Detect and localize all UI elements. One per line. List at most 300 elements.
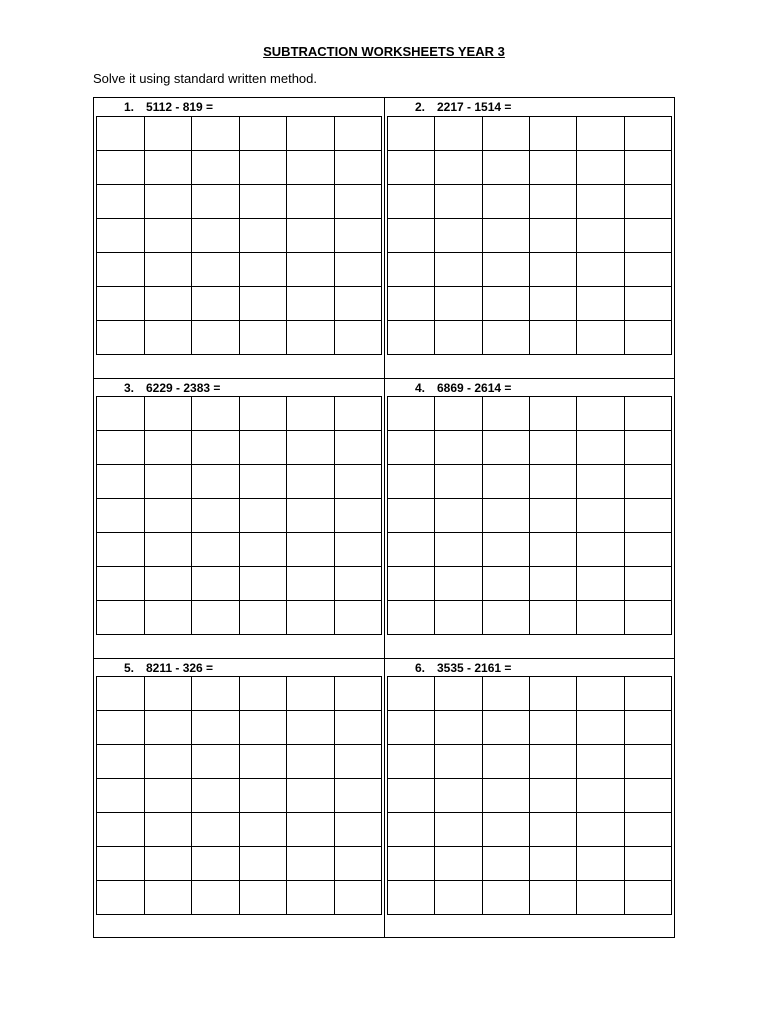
grid-cell[interactable] (577, 185, 624, 219)
grid-row (388, 745, 672, 779)
grid-cell[interactable] (435, 779, 482, 813)
grid-cell[interactable] (529, 151, 576, 185)
grid-cell[interactable] (577, 711, 624, 745)
grid-cell[interactable] (624, 117, 671, 151)
grid-cell[interactable] (388, 601, 435, 635)
grid-cell[interactable] (624, 847, 671, 881)
grid-row (97, 677, 382, 711)
problem-cell-3 (94, 379, 384, 658)
grid-cell[interactable] (192, 847, 240, 881)
grid-cell[interactable] (435, 397, 482, 431)
grid-cell[interactable] (577, 287, 624, 321)
grid-cell[interactable] (287, 567, 335, 601)
grid-cell[interactable] (435, 847, 482, 881)
grid-cell[interactable] (97, 253, 145, 287)
grid-cell[interactable] (529, 779, 576, 813)
grid-cell[interactable] (287, 321, 335, 355)
grid-cell[interactable] (239, 533, 287, 567)
grid-cell[interactable] (435, 117, 482, 151)
grid-row (97, 117, 382, 151)
grid-cell[interactable] (192, 219, 240, 253)
grid-cell[interactable] (239, 431, 287, 465)
grid-cell[interactable] (577, 677, 624, 711)
grid-cell[interactable] (482, 397, 529, 431)
grid-cell[interactable] (435, 253, 482, 287)
grid-cell[interactable] (144, 117, 192, 151)
grid-cell[interactable] (435, 151, 482, 185)
grid-cell[interactable] (239, 677, 287, 711)
grid-cell[interactable] (529, 185, 576, 219)
grid-row (388, 533, 672, 567)
problem-cell-1 (94, 98, 384, 378)
grid-cell[interactable] (482, 117, 529, 151)
grid-cell[interactable] (388, 117, 435, 151)
grid-cell[interactable] (192, 813, 240, 847)
grid-cell[interactable] (435, 499, 482, 533)
grid-row (388, 185, 672, 219)
grid-cell[interactable] (97, 745, 145, 779)
grid-cell[interactable] (529, 431, 576, 465)
grid-cell[interactable] (97, 533, 145, 567)
grid-cell[interactable] (144, 465, 192, 499)
grid-cell[interactable] (334, 779, 382, 813)
grid-cell[interactable] (192, 881, 240, 915)
grid-cell[interactable] (287, 465, 335, 499)
grid-cell[interactable] (97, 881, 145, 915)
grid-cell[interactable] (239, 847, 287, 881)
grid-cell[interactable] (97, 151, 145, 185)
grid-cell[interactable] (624, 813, 671, 847)
grid-cell[interactable] (435, 745, 482, 779)
grid-cell[interactable] (529, 397, 576, 431)
grid-cell[interactable] (388, 219, 435, 253)
grid-cell[interactable] (192, 253, 240, 287)
grid-cell[interactable] (144, 397, 192, 431)
grid-cell[interactable] (624, 253, 671, 287)
grid-cell[interactable] (482, 151, 529, 185)
grid-cell[interactable] (577, 745, 624, 779)
grid-cell[interactable] (624, 219, 671, 253)
grid-cell[interactable] (144, 711, 192, 745)
grid-cell[interactable] (97, 711, 145, 745)
grid-cell[interactable] (482, 677, 529, 711)
problem-label (124, 381, 220, 395)
grid-cell[interactable] (192, 117, 240, 151)
grid-cell[interactable] (577, 321, 624, 355)
grid-cell[interactable] (97, 567, 145, 601)
grid-cell[interactable] (624, 185, 671, 219)
grid-cell[interactable] (435, 431, 482, 465)
grid-row (388, 847, 672, 881)
problem-number: 6. (415, 661, 426, 675)
problem-number: 2. (415, 100, 426, 114)
grid-cell[interactable] (287, 601, 335, 635)
grid-row (97, 847, 382, 881)
problem-expression: 3535 - 2161 = (437, 661, 512, 675)
grid-cell[interactable] (334, 711, 382, 745)
answer-grid[interactable] (387, 396, 672, 635)
grid-cell[interactable] (482, 881, 529, 915)
grid-cell[interactable] (624, 321, 671, 355)
grid-cell[interactable] (435, 881, 482, 915)
grid-cell[interactable] (239, 601, 287, 635)
grid-cell[interactable] (435, 321, 482, 355)
grid-row (388, 287, 672, 321)
grid-row (97, 465, 382, 499)
grid-row (388, 219, 672, 253)
grid-cell[interactable] (144, 601, 192, 635)
grid-cell[interactable] (529, 881, 576, 915)
grid-cell[interactable] (287, 711, 335, 745)
grid-cell[interactable] (482, 533, 529, 567)
grid-row (388, 601, 672, 635)
grid-cell[interactable] (482, 321, 529, 355)
grid-cell[interactable] (192, 151, 240, 185)
grid-cell[interactable] (334, 397, 382, 431)
grid-cell[interactable] (577, 847, 624, 881)
grid-cell[interactable] (529, 287, 576, 321)
grid-cell[interactable] (577, 533, 624, 567)
answer-grid[interactable] (96, 396, 382, 635)
grid-cell[interactable] (97, 321, 145, 355)
grid-cell[interactable] (529, 711, 576, 745)
grid-cell[interactable] (482, 465, 529, 499)
grid-cell[interactable] (529, 117, 576, 151)
grid-cell[interactable] (144, 151, 192, 185)
grid-cell[interactable] (144, 567, 192, 601)
grid-cell[interactable] (144, 533, 192, 567)
grid-cell[interactable] (388, 151, 435, 185)
grid-cell[interactable] (577, 881, 624, 915)
grid-cell[interactable] (287, 219, 335, 253)
grid-cell[interactable] (192, 185, 240, 219)
grid-cell[interactable] (388, 253, 435, 287)
grid-cell[interactable] (624, 567, 671, 601)
grid-cell[interactable] (577, 567, 624, 601)
problem-number: 3. (124, 381, 135, 395)
grid-cell[interactable] (192, 465, 240, 499)
grid-cell[interactable] (388, 711, 435, 745)
grid-cell[interactable] (239, 881, 287, 915)
grid-cell[interactable] (334, 499, 382, 533)
grid-cell[interactable] (435, 677, 482, 711)
grid-cell[interactable] (97, 779, 145, 813)
grid-cell[interactable] (334, 465, 382, 499)
grid-cell[interactable] (239, 397, 287, 431)
grid-cell[interactable] (334, 601, 382, 635)
grid-cell[interactable] (334, 321, 382, 355)
grid-cell[interactable] (97, 397, 145, 431)
grid-cell[interactable] (624, 745, 671, 779)
grid-cell[interactable] (192, 567, 240, 601)
grid-cell[interactable] (334, 287, 382, 321)
grid-cell[interactable] (239, 219, 287, 253)
grid-cell[interactable] (144, 813, 192, 847)
grid-cell[interactable] (287, 117, 335, 151)
grid-cell[interactable] (624, 533, 671, 567)
grid-row (388, 677, 672, 711)
grid-cell[interactable] (435, 219, 482, 253)
grid-cell[interactable] (624, 499, 671, 533)
grid-cell[interactable] (482, 601, 529, 635)
grid-cell[interactable] (577, 813, 624, 847)
grid-cell[interactable] (577, 397, 624, 431)
grid-cell[interactable] (334, 847, 382, 881)
grid-cell[interactable] (624, 431, 671, 465)
grid-cell[interactable] (529, 219, 576, 253)
grid-cell[interactable] (97, 117, 145, 151)
grid-cell[interactable] (97, 465, 145, 499)
grid-cell[interactable] (144, 881, 192, 915)
grid-cell[interactable] (144, 779, 192, 813)
grid-cell[interactable] (482, 567, 529, 601)
grid-row (388, 321, 672, 355)
grid-cell[interactable] (97, 813, 145, 847)
grid-cell[interactable] (388, 881, 435, 915)
grid-cell[interactable] (529, 321, 576, 355)
grid-cell[interactable] (192, 397, 240, 431)
grid-cell[interactable] (388, 431, 435, 465)
grid-cell[interactable] (239, 185, 287, 219)
problem-expression: 2217 - 1514 = (437, 100, 512, 114)
grid-cell[interactable] (529, 847, 576, 881)
grid-cell[interactable] (239, 287, 287, 321)
grid-cell[interactable] (388, 813, 435, 847)
grid-cell[interactable] (482, 253, 529, 287)
grid-cell[interactable] (287, 533, 335, 567)
grid-cell[interactable] (529, 567, 576, 601)
grid-cell[interactable] (334, 151, 382, 185)
grid-row (97, 287, 382, 321)
grid-cell[interactable] (388, 567, 435, 601)
grid-cell[interactable] (334, 219, 382, 253)
grid-cell[interactable] (577, 465, 624, 499)
grid-cell[interactable] (435, 185, 482, 219)
grid-cell[interactable] (239, 499, 287, 533)
grid-cell[interactable] (482, 711, 529, 745)
grid-row (97, 601, 382, 635)
grid-cell[interactable] (577, 253, 624, 287)
grid-cell[interactable] (435, 465, 482, 499)
grid-cell[interactable] (388, 397, 435, 431)
grid-cell[interactable] (624, 779, 671, 813)
grid-cell[interactable] (287, 185, 335, 219)
grid-cell[interactable] (388, 185, 435, 219)
grid-cell[interactable] (287, 151, 335, 185)
grid-cell[interactable] (624, 677, 671, 711)
grid-cell[interactable] (97, 677, 145, 711)
grid-cell[interactable] (482, 287, 529, 321)
grid-cell[interactable] (144, 847, 192, 881)
grid-cell[interactable] (624, 711, 671, 745)
grid-cell[interactable] (529, 745, 576, 779)
grid-row (388, 881, 672, 915)
grid-cell[interactable] (287, 745, 335, 779)
grid-cell[interactable] (388, 321, 435, 355)
grid-cell[interactable] (239, 567, 287, 601)
grid-cell[interactable] (144, 219, 192, 253)
problem-label (415, 100, 511, 114)
problem-cell-5 (94, 659, 384, 937)
grid-cell[interactable] (577, 779, 624, 813)
grid-cell[interactable] (287, 813, 335, 847)
grid-cell[interactable] (334, 253, 382, 287)
grid-cell[interactable] (529, 533, 576, 567)
grid-cell[interactable] (624, 465, 671, 499)
answer-grid[interactable] (96, 116, 382, 355)
grid-cell[interactable] (97, 185, 145, 219)
grid-cell[interactable] (192, 711, 240, 745)
grid-cell[interactable] (388, 465, 435, 499)
grid-row (97, 779, 382, 813)
problem-label (124, 100, 213, 114)
grid-cell[interactable] (334, 185, 382, 219)
grid-cell[interactable] (577, 431, 624, 465)
grid-cell[interactable] (239, 711, 287, 745)
grid-cell[interactable] (388, 287, 435, 321)
grid-cell[interactable] (192, 499, 240, 533)
grid-cell[interactable] (144, 677, 192, 711)
grid-cell[interactable] (624, 287, 671, 321)
grid-cell[interactable] (287, 431, 335, 465)
grid-cell[interactable] (482, 847, 529, 881)
grid-cell[interactable] (334, 533, 382, 567)
grid-cell[interactable] (334, 431, 382, 465)
grid-cell[interactable] (239, 321, 287, 355)
grid-row (97, 881, 382, 915)
grid-cell[interactable] (529, 601, 576, 635)
grid-cell[interactable] (287, 287, 335, 321)
grid-cell[interactable] (192, 745, 240, 779)
problem-expression: 6229 - 2383 = (146, 381, 221, 395)
grid-cell[interactable] (435, 813, 482, 847)
grid-cell[interactable] (144, 185, 192, 219)
grid-cell[interactable] (577, 151, 624, 185)
grid-cell[interactable] (287, 397, 335, 431)
grid-cell[interactable] (334, 117, 382, 151)
grid-cell[interactable] (144, 321, 192, 355)
grid-cell[interactable] (334, 677, 382, 711)
grid-row (97, 185, 382, 219)
grid-cell[interactable] (192, 779, 240, 813)
grid-cell[interactable] (577, 117, 624, 151)
grid-cell[interactable] (529, 465, 576, 499)
grid-cell[interactable] (624, 881, 671, 915)
grid-cell[interactable] (435, 567, 482, 601)
grid-cell[interactable] (482, 779, 529, 813)
grid-cell[interactable] (97, 287, 145, 321)
answer-grid[interactable] (96, 676, 382, 915)
grid-cell[interactable] (388, 847, 435, 881)
grid-cell[interactable] (334, 813, 382, 847)
grid-cell[interactable] (388, 499, 435, 533)
problem-number: 1. (124, 100, 135, 114)
grid-cell[interactable] (334, 745, 382, 779)
grid-cell[interactable] (287, 779, 335, 813)
grid-cell[interactable] (97, 847, 145, 881)
grid-cell[interactable] (287, 253, 335, 287)
grid-cell[interactable] (482, 745, 529, 779)
grid-cell[interactable] (287, 499, 335, 533)
grid-row (97, 567, 382, 601)
grid-cell[interactable] (97, 601, 145, 635)
grid-cell[interactable] (334, 567, 382, 601)
grid-cell[interactable] (239, 745, 287, 779)
grid-cell[interactable] (144, 499, 192, 533)
grid-cell[interactable] (388, 745, 435, 779)
grid-cell[interactable] (577, 601, 624, 635)
grid-cell[interactable] (482, 219, 529, 253)
grid-cell[interactable] (144, 431, 192, 465)
grid-cell[interactable] (239, 813, 287, 847)
grid-cell[interactable] (334, 881, 382, 915)
answer-grid[interactable] (387, 676, 672, 915)
grid-cell[interactable] (239, 151, 287, 185)
grid-cell[interactable] (97, 431, 145, 465)
grid-cell[interactable] (144, 253, 192, 287)
grid-cell[interactable] (577, 219, 624, 253)
grid-cell[interactable] (287, 881, 335, 915)
problem-expression: 8211 - 326 = (146, 661, 214, 675)
grid-cell[interactable] (482, 431, 529, 465)
grid-cell[interactable] (239, 779, 287, 813)
grid-row (388, 151, 672, 185)
grid-cell[interactable] (624, 601, 671, 635)
grid-cell[interactable] (529, 253, 576, 287)
grid-cell[interactable] (239, 465, 287, 499)
grid-cell[interactable] (435, 287, 482, 321)
grid-cell[interactable] (192, 601, 240, 635)
grid-cell[interactable] (144, 745, 192, 779)
grid-cell[interactable] (97, 219, 145, 253)
grid-cell[interactable] (192, 533, 240, 567)
grid-cell[interactable] (435, 533, 482, 567)
grid-cell[interactable] (388, 677, 435, 711)
grid-cell[interactable] (624, 151, 671, 185)
answer-grid[interactable] (387, 116, 672, 355)
grid-cell[interactable] (192, 321, 240, 355)
grid-cell[interactable] (239, 117, 287, 151)
problem-number: 5. (124, 661, 135, 675)
grid-cell[interactable] (529, 499, 576, 533)
grid-cell[interactable] (97, 499, 145, 533)
grid-cell[interactable] (529, 813, 576, 847)
grid-cell[interactable] (192, 431, 240, 465)
grid-cell[interactable] (239, 253, 287, 287)
grid-cell[interactable] (482, 185, 529, 219)
grid-cell[interactable] (624, 397, 671, 431)
grid-cell[interactable] (388, 533, 435, 567)
grid-cell[interactable] (577, 499, 624, 533)
grid-cell[interactable] (144, 287, 192, 321)
grid-cell[interactable] (482, 499, 529, 533)
grid-cell[interactable] (435, 711, 482, 745)
grid-cell[interactable] (287, 847, 335, 881)
worksheet-table (93, 97, 675, 938)
grid-cell[interactable] (529, 677, 576, 711)
grid-row (388, 431, 672, 465)
grid-cell[interactable] (482, 813, 529, 847)
grid-row (97, 219, 382, 253)
problem-label (124, 661, 213, 675)
grid-cell[interactable] (192, 677, 240, 711)
grid-cell[interactable] (287, 677, 335, 711)
grid-row (97, 397, 382, 431)
grid-cell[interactable] (192, 287, 240, 321)
problem-number: 4. (415, 381, 426, 395)
grid-cell[interactable] (388, 779, 435, 813)
grid-cell[interactable] (435, 601, 482, 635)
